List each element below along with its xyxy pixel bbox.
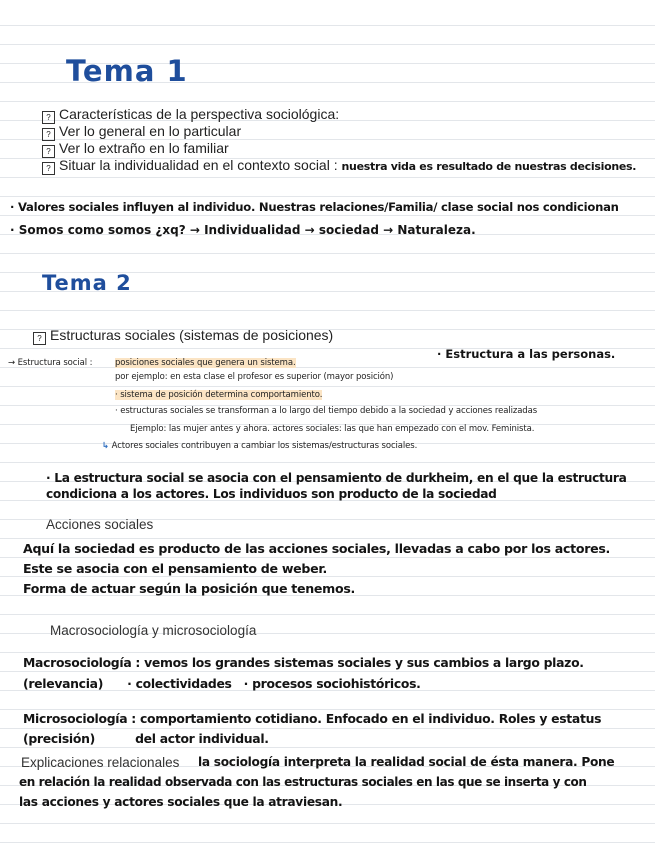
checklist-text: Situar la individualidad en el contexto social :	[59, 157, 338, 173]
checkbox-placeholder-icon: ?	[42, 111, 55, 124]
handwritten-note: · Valores sociales influyen al individuo. Nuestras relaciones/Familia/ clase social nos condicionan	[10, 200, 619, 214]
small-note: · sistema de posición determina comportamiento.	[115, 390, 323, 400]
handwritten-note: Aquí la sociedad es producto de las acciones sociales, llevadas a cabo por los actores.	[23, 541, 611, 556]
checklist-item	[42, 157, 636, 175]
handwritten-note: condiciona a los actores. Los individuos son producto de la sociedad	[46, 487, 497, 501]
small-note: por ejemplo: en esta clase el profesor es superior (mayor posición)	[115, 372, 394, 382]
handwritten-note: la sociología interpreta la realidad social de ésta manera. Pone	[198, 755, 615, 769]
handwritten-note: Forma de actuar según la posición que tenemos.	[23, 581, 356, 596]
checklist-text: Ver lo extraño en lo familiar	[59, 140, 229, 156]
handwritten-note: en relación la realidad observada con las estructuras sociales en las que se inserta y con	[19, 775, 587, 789]
handwritten-note: · La estructura social se asocia con el pensamiento de durkheim, en el que la estructura	[46, 471, 627, 485]
section-heading	[33, 327, 333, 345]
section-heading: Macrosociología y microsociología	[50, 623, 257, 638]
checkbox-placeholder-icon: ?	[42, 162, 55, 175]
checkbox-placeholder-icon: ?	[33, 332, 46, 345]
handwritten-note: (precisión) del actor individual.	[23, 731, 269, 746]
handwritten-note: Microsociología : comportamiento cotidiano. Enfocado en el individuo. Roles y estatus	[23, 711, 602, 726]
checklist-item	[42, 123, 241, 141]
tema1-title: Tema 1	[66, 54, 188, 88]
small-note: Ejemplo: las mujer antes y ahora. actores sociales: las que han empezado con el mov. Feminista.	[130, 424, 535, 434]
checkbox-placeholder-icon: ?	[42, 128, 55, 141]
handwritten-note: Este se asocia con el pensamiento de weber.	[23, 561, 327, 576]
checklist-item	[42, 140, 229, 158]
checklist-text: Características de la perspectiva sociológica:	[59, 106, 340, 122]
handwritten-note: · Estructura a las personas.	[437, 347, 616, 361]
checklist-text: Ver lo general en lo particular	[59, 123, 242, 139]
handwritten-note: las acciones y actores sociales que la atraviesan.	[19, 795, 343, 809]
section-heading: Acciones sociales	[46, 517, 154, 532]
handwritten-note: (relevancia) · colectividades · procesos sociohistóricos.	[23, 676, 421, 691]
small-note: · estructuras sociales se transforman a lo largo del tiempo debido a la sociedad y acciones realizadas	[115, 406, 538, 416]
section-heading: Explicaciones relacionales	[21, 755, 180, 770]
checkbox-placeholder-icon: ?	[42, 145, 55, 158]
arrow-icon: ↳	[102, 441, 110, 451]
section-heading-text: Estructuras sociales (sistemas de posiciones)	[50, 327, 334, 343]
small-note: ↳ Actores sociales contribuyen a cambiar los sistemas/estructuras sociales.	[102, 441, 418, 451]
handwritten-note: Macrosociología : vemos los grandes sistemas sociales y sus cambios a largo plazo.	[23, 655, 584, 670]
handwritten-note: nuestra vida es resultado de nuestras decisiones.	[341, 160, 637, 173]
estructura-label: → Estructura social :	[8, 358, 93, 368]
small-note: posiciones sociales que genera un sistema.	[115, 358, 296, 368]
handwritten-note: · Somos como somos ¿xq? → Individualidad → sociedad → Naturaleza.	[10, 223, 476, 237]
checklist-item	[42, 106, 339, 124]
tema2-title: Tema 2	[42, 271, 132, 295]
